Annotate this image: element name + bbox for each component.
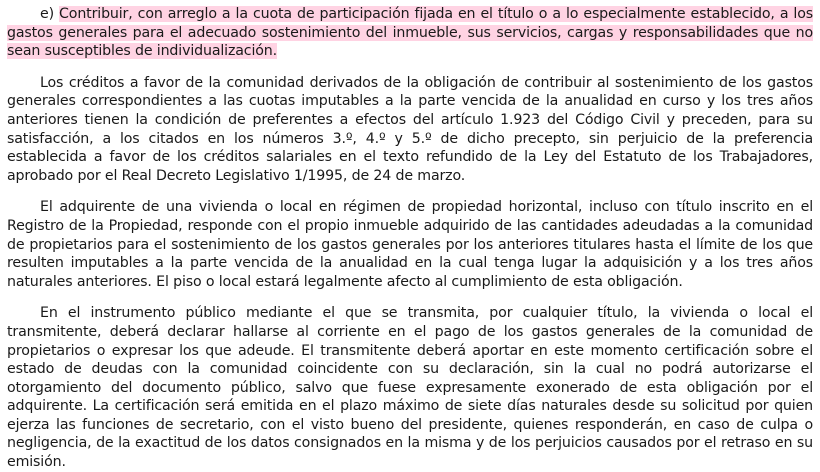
highlighted-text[interactable]: Contribuir, con arreglo a la cuota de participación fijada en el título o a lo especialmente establecido, a los gastos generales para el adecuado sostenimiento del inmueble, sus servicios, cargas y responsabilidades que no sean susceptibles de individualización. <box>7 6 813 60</box>
paragraph-instrumento-publico: En el instrumento público mediante el que se transmita, por cualquier título, la vivienda o local el transmitente, deberá declarar hallarse al corriente en el pago de los gastos generales de la comunidad de propietarios o expresar los que adeude. El transmitente deberá aportar en este momento certificación sobre el estado de deudas con la comunidad coincidente con su declaración, sin la cual no podrá autorizarse el otorgamiento del documento público, salvo que fuese expresamente exonerado de esta obligación por el adquirente. La certificación será emitida en el plazo máximo de siete días naturales desde su solicitud por quien ejerza las funciones de secretario, con el visto bueno del presidente, quienes responderán, en caso de culpa o negligencia, de la exactitud de los datos consignados en la misma y de los perjuicios causados por el retraso en su emisión. <box>7 305 813 471</box>
item-marker: e) <box>40 6 60 22</box>
paragraph-creditos-preferentes: Los créditos a favor de la comunidad derivados de la obligación de contribuir al sostenimiento de los gastos generales correspondientes a las cuotas imputables a la parte vencida de la anualidad en curso y los tres años anteriores tienen la condición de preferentes a efectos del artículo 1.923 del Código Civil y preceden, para su satisfacción, a los citados en los números 3.º, 4.º y 5.º de dicho precepto, sin perjuicio de la preferencia establecida a favor de los créditos salariales en el texto refundido de la Ley del Estatuto de los Trabajadores, aprobado por el Real Decreto Legislativo 1/1995, de 24 de marzo. <box>7 74 813 184</box>
paragraph-adquirente-responde: El adquirente de una vivienda o local en régimen de propiedad horizontal, incluso con título inscrito en el Registro de la Propiedad, responde con el propio inmueble adquirido de las cantidades adeudadas a la comunidad de propietarios para el sostenimiento de los gastos generales por los anteriores titulares hasta el límite de los que resulten imputables a la parte vencida de la anualidad en la cual tenga lugar la adquisición y a los tres años naturales anteriores. El piso o local estará legalmente afecto al cumplimiento de esta obligación. <box>7 199 813 290</box>
paragraph-e-highlighted <box>7 5 813 61</box>
